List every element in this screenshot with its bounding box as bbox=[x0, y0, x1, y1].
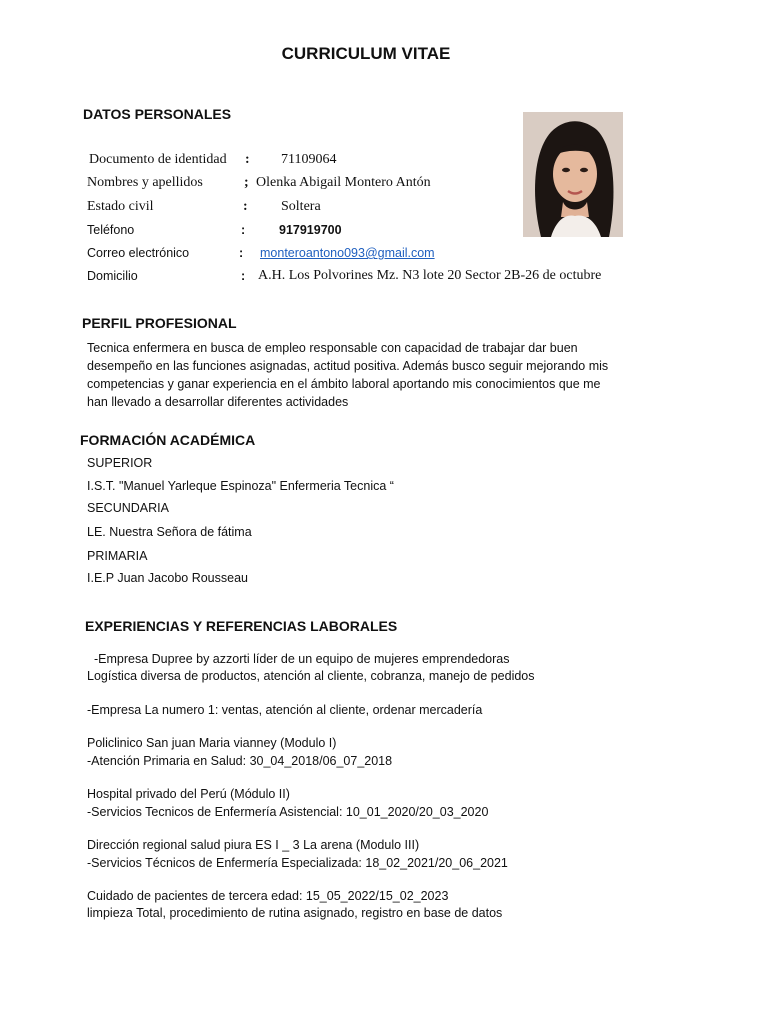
label-estado-civil: Estado civil bbox=[87, 199, 154, 214]
section-heading-perfil: PERFIL PROFESIONAL bbox=[82, 315, 237, 331]
formacion-secundaria-value: LE. Nuestra Señora de fátima bbox=[87, 525, 252, 539]
label-correo: Correo electrónico bbox=[87, 246, 190, 260]
formacion-primaria-label: PRIMARIA bbox=[87, 549, 148, 563]
email-link[interactable]: monteroantono093@gmail.com bbox=[260, 246, 435, 260]
sep-telefono: : bbox=[241, 223, 246, 237]
sep-documento: : bbox=[245, 152, 250, 167]
experiencia-line-3: -Empresa La numero 1: ventas, atención al cliente, ordenar mercadería bbox=[87, 703, 483, 717]
section-heading-formacion: FORMACIÓN ACADÉMICA bbox=[80, 432, 256, 448]
profile-photo bbox=[523, 112, 623, 237]
label-documento: Documento de identidad bbox=[89, 152, 227, 167]
experiencia-line-5: -Atención Primaria en Salud: 30_04_2018/06_07_2018 bbox=[87, 754, 393, 768]
formacion-primaria-value: I.E.P Juan Jacobo Rousseau bbox=[87, 571, 248, 585]
experiencia-line-2: Logística diversa de productos, atención al cliente, cobranza, manejo de pedidos bbox=[87, 669, 535, 683]
label-telefono: Teléfono bbox=[87, 223, 135, 237]
experiencia-line-7: -Servicios Tecnicos de Enfermería Asistencial: 10_01_2020/20_03_2020 bbox=[87, 805, 489, 819]
experiencia-line-9: -Servicios Técnicos de Enfermería Especializada: 18_02_2021/20_06_2021 bbox=[87, 856, 508, 870]
formacion-secundaria-label: SECUNDARIA bbox=[87, 501, 169, 515]
label-nombres: Nombres y apellidos bbox=[87, 175, 203, 190]
perfil-line-1: Tecnica enfermera en busca de empleo responsable con capacidad de trabajar dar buen bbox=[87, 341, 578, 355]
formacion-superior-label: SUPERIOR bbox=[87, 456, 153, 470]
perfil-line-2: desempeño en las funciones asignadas, actitud positiva. Además busco seguir mejorando mis bbox=[87, 359, 609, 373]
experiencia-line-11: limpieza Total, procedimiento de rutina asignado, registro en base de datos bbox=[87, 906, 503, 920]
experiencia-line-1: -Empresa Dupree by azzorti líder de un equipo de mujeres emprendedoras bbox=[94, 652, 510, 666]
portrait-illustration bbox=[523, 112, 623, 237]
sep-nombres: ; bbox=[244, 175, 249, 190]
label-domicilio: Domicilio bbox=[87, 269, 138, 283]
section-heading-experiencias: EXPERIENCIAS Y REFERENCIAS LABORALES bbox=[85, 618, 398, 634]
perfil-line-3: competencias y ganar experiencia en el ámbito laboral aportando mis conocimientos que me bbox=[87, 377, 601, 391]
section-heading-datos-personales: DATOS PERSONALES bbox=[83, 106, 232, 122]
perfil-line-4: han llevado a desarrollar diferentes actividades bbox=[87, 395, 349, 409]
experiencia-line-8: Dirección regional salud piura ES I _ 3 La arena (Modulo III) bbox=[87, 838, 420, 852]
page-title: CURRICULUM VITAE bbox=[281, 44, 451, 63]
value-domicilio: A.H. Los Polvorines Mz. N3 lote 20 Sector 2B-26 de octubre bbox=[258, 268, 602, 283]
formacion-superior-value: I.S.T. "Manuel Yarleque Espinoza" Enfermeria Tecnica “ bbox=[87, 479, 394, 493]
sep-domicilio: : bbox=[241, 269, 246, 283]
sep-estado-civil: : bbox=[243, 199, 248, 214]
value-nombres: Olenka Abigail Montero Antón bbox=[256, 175, 431, 190]
experiencia-line-10: Cuidado de pacientes de tercera edad: 15_05_2022/15_02_2023 bbox=[87, 889, 449, 903]
experiencia-line-6: Hospital privado del Perú (Módulo II) bbox=[87, 787, 290, 801]
experiencia-line-4: Policlinico San juan Maria vianney (Modulo I) bbox=[87, 736, 337, 750]
value-documento: 71109064 bbox=[281, 152, 337, 167]
sep-correo: : bbox=[239, 246, 244, 260]
value-estado-civil: Soltera bbox=[281, 199, 321, 214]
value-telefono: 917919700 bbox=[279, 223, 342, 237]
